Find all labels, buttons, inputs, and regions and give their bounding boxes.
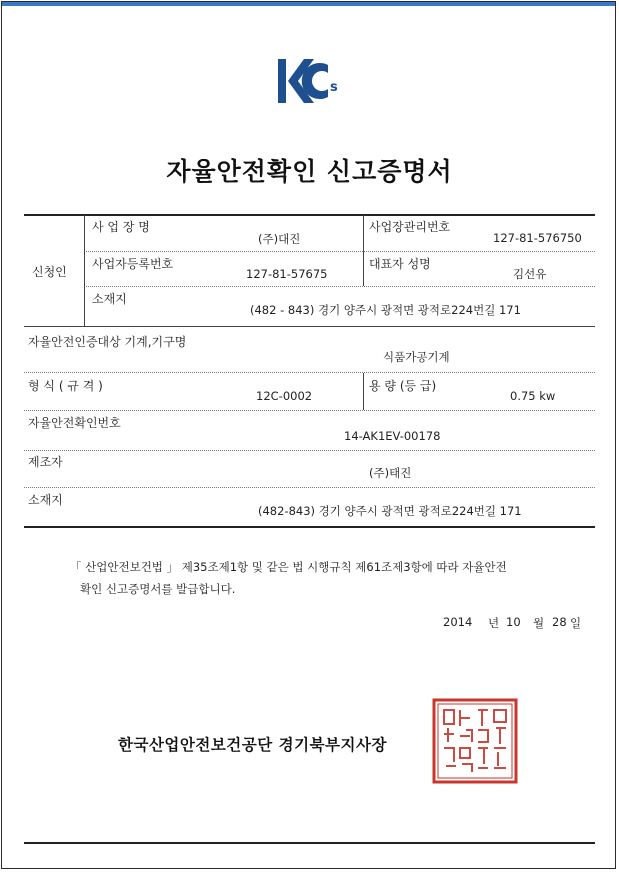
ceo-label: 대표자 성명 — [369, 257, 431, 271]
table-top-rule — [24, 214, 595, 216]
mgmt-no-value: 127-81-576750 — [493, 231, 582, 245]
applicant-address-value: (482 - 843) 경기 양주시 광적면 광적로224번길 171 — [250, 303, 521, 317]
maker-value: (주)태진 — [369, 466, 412, 480]
column-divider — [84, 215, 85, 326]
model-value: 12C-0002 — [256, 389, 313, 403]
company-name-label: 사 업 장 명 — [92, 220, 150, 234]
row-divider — [24, 372, 595, 373]
date-month-unit: 월 — [533, 616, 545, 630]
statement-line-2: 확인 신고증명서를 발급합니다. — [80, 582, 236, 596]
issuer-name: 한국산업안전보건공단 경기북부지사장 — [118, 735, 387, 754]
maker-label: 제조자 — [28, 455, 63, 469]
target-machine-value: 식품가공기계 — [383, 350, 450, 364]
date-year-unit: 년 — [488, 616, 500, 630]
ceo-value: 김선유 — [513, 267, 547, 281]
capacity-label: 용 량 (등 급) — [369, 379, 437, 393]
document-title: 자율안전확인 신고증명서 — [166, 157, 453, 186]
column-divider — [363, 215, 364, 286]
statement-line-1: 「 산업안전보건법 」 제35조제1항 및 같은 법 시행규칙 제61조제3항에 따라 자율안전 — [70, 560, 507, 574]
biz-reg-label: 사업자등록번호 — [92, 257, 174, 271]
svg-text:s: s — [330, 80, 338, 95]
applicant-section-label: 신청인 — [32, 265, 67, 279]
target-machine-label: 자율안전인증대상 기계,기구명 — [28, 335, 187, 349]
date-year: 2014 — [443, 615, 473, 629]
kcs-logo — [272, 55, 344, 107]
cert-no-value: 14-AK1EV-00178 — [344, 429, 441, 443]
capacity-value: 0.75 kw — [510, 389, 556, 403]
top-rule — [2, 2, 615, 6]
row-divider — [24, 450, 595, 451]
date-day-unit: 일 — [570, 616, 582, 630]
official-seal — [432, 698, 518, 784]
date-month: 10 — [506, 615, 521, 629]
section-divider — [24, 326, 595, 327]
biz-reg-value: 127-81-57675 — [246, 267, 328, 281]
cert-no-label: 자율안전확인번호 — [28, 416, 121, 430]
company-name-value: (주)대진 — [258, 232, 301, 246]
date-day: 28 — [552, 615, 567, 629]
product-address-value: (482-843) 경기 양주시 광적면 광적로224번길 171 — [258, 504, 522, 518]
table-bottom-rule — [24, 526, 595, 528]
row-divider — [24, 410, 595, 411]
row-divider — [24, 487, 595, 488]
bottom-rule — [24, 842, 595, 844]
product-address-label: 소재지 — [28, 493, 63, 507]
row-divider — [84, 286, 595, 287]
row-divider — [84, 251, 595, 252]
model-label: 형 식 ( 규 격 ) — [28, 379, 103, 393]
mgmt-no-label: 사업장관리번호 — [369, 220, 451, 234]
applicant-address-label: 소재지 — [92, 292, 127, 306]
column-divider — [363, 373, 364, 410]
